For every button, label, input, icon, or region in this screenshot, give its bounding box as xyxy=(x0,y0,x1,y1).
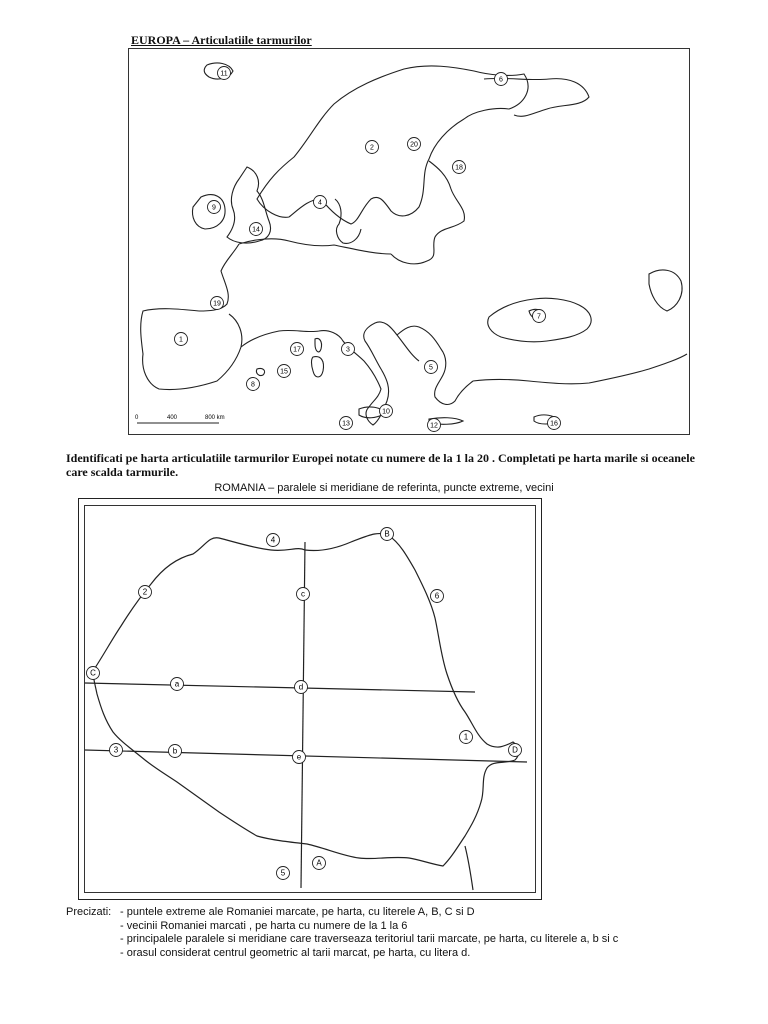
europe-marker-2 xyxy=(366,141,379,154)
instructions-lead: Precizati: xyxy=(66,906,112,918)
sardinia xyxy=(312,357,324,377)
scale-end: 800 km xyxy=(205,415,225,421)
romania-map-title: ROMANIA – paralele si meridiane de referinta, puncte extreme, vecini xyxy=(214,482,554,494)
neighbor-6-label: 6 xyxy=(434,591,440,601)
europe-marker-3-label: 3 xyxy=(346,346,350,354)
europe-marker-12 xyxy=(428,419,441,432)
parallel-b-label: b xyxy=(172,746,178,756)
europe-marker-5 xyxy=(425,361,438,374)
europe-marker-19-label: 19 xyxy=(213,300,221,308)
europe-marker-10-label: 10 xyxy=(382,408,390,416)
europe-marker-7 xyxy=(533,310,546,323)
europe-marker-14-label: 14 xyxy=(252,226,260,234)
romania-border xyxy=(93,534,519,866)
europe-marker-6 xyxy=(495,73,508,86)
caspian xyxy=(649,270,682,311)
europe-marker-9 xyxy=(208,201,221,214)
instruction-item: - principalele paralele si meridiane care traverseaza teritoriul tarii marcate, pe harta, cu literele a, b si c xyxy=(120,933,619,945)
extreme-point-A-label: A xyxy=(316,858,322,868)
europe-outline-map xyxy=(128,48,690,435)
romania-map-drawing xyxy=(85,506,535,892)
instructions xyxy=(66,906,726,960)
neighbor-4-label: 4 xyxy=(270,535,276,545)
europe-marker-1-label: 1 xyxy=(179,336,183,344)
europe-marker-9-label: 9 xyxy=(212,204,216,212)
europe-marker-13-label: 13 xyxy=(342,420,350,428)
center-d-label: d xyxy=(298,682,304,692)
europe-marker-8-label: 8 xyxy=(251,381,255,389)
baltic-coast xyxy=(391,161,464,264)
europe-marker-13 xyxy=(340,417,353,430)
europe-marker-7-label: 7 xyxy=(537,313,541,321)
europe-marker-18-label: 18 xyxy=(455,164,463,172)
scale-zero: 0 xyxy=(135,415,139,421)
intersection-e-label: e xyxy=(296,752,302,762)
parallel-a-label: a xyxy=(174,679,180,689)
parallel-a xyxy=(171,678,184,691)
corsica xyxy=(315,338,322,351)
europe-marker-6-label: 6 xyxy=(499,76,503,84)
europe-marker-20 xyxy=(408,138,421,151)
europe-marker-19 xyxy=(211,297,224,310)
center-d xyxy=(295,681,308,694)
neighbor-2-label: 2 xyxy=(142,587,148,597)
europe-marker-15 xyxy=(278,365,291,378)
parallel-b xyxy=(169,745,182,758)
europe-marker-17-label: 17 xyxy=(293,346,301,354)
instruction-item: - vecinii Romaniei marcati , pe harta cu numere de la 1 la 6 xyxy=(120,919,408,932)
meridian-c xyxy=(297,588,310,601)
europe-marker-4-label: 4 xyxy=(318,199,322,207)
extreme-point-C xyxy=(87,667,100,680)
neighbor-3 xyxy=(110,744,123,757)
anatolia xyxy=(473,354,687,384)
europe-marker-16-label: 16 xyxy=(550,420,558,428)
europe-marker-18 xyxy=(453,161,466,174)
europe-marker-3 xyxy=(342,343,355,356)
parallel-b-line xyxy=(85,750,527,762)
europe-marker-17 xyxy=(291,343,304,356)
neighbor-3-label: 3 xyxy=(113,745,119,755)
europe-question: Identificati pe harta articulatiile tarmurilor Europei notate cu numere de la 1 la 20 . Completati pe harta marile si oceanele care scalda tarmurile. xyxy=(66,451,695,479)
extreme-point-B xyxy=(381,528,394,541)
europe-marker-2-label: 2 xyxy=(370,144,374,152)
neighbor-2 xyxy=(139,586,152,599)
europe-marker-15-label: 15 xyxy=(280,368,288,376)
parallel-a-line xyxy=(85,683,475,692)
extreme-point-D xyxy=(509,744,522,757)
europe-marker-11-label: 11 xyxy=(220,70,228,78)
neighbor-6 xyxy=(431,590,444,603)
jutland xyxy=(335,199,361,243)
europe-marker-10 xyxy=(380,405,393,418)
europe-map-drawing xyxy=(129,49,689,434)
neighbor-4 xyxy=(267,534,280,547)
europe-marker-11 xyxy=(218,67,231,80)
extreme-point-D-label: D xyxy=(512,745,518,755)
scandinavia-coast xyxy=(257,66,528,224)
europe-map-title: EUROPA – Articulatiile tarmurilor xyxy=(131,33,312,47)
instruction-item: - puntele extreme ale Romaniei marcate, pe harta, cu literele A, B, C si D xyxy=(120,906,475,918)
neighbor-1-label: 1 xyxy=(463,732,469,742)
europe-marker-16 xyxy=(548,417,561,430)
intersection-e xyxy=(293,751,306,764)
europe-marker-5-label: 5 xyxy=(429,364,433,372)
instruction-item: - orasul considerat centrul geometric al tarii marcat, pe harta, cu litera d. xyxy=(120,946,471,959)
europe-marker-14 xyxy=(250,223,263,236)
europe-marker-12-label: 12 xyxy=(430,422,438,430)
neighbor-1 xyxy=(460,731,473,744)
neighbor-5-label: 5 xyxy=(280,868,286,878)
iberia xyxy=(141,309,242,390)
extreme-point-A xyxy=(313,857,326,870)
europe-marker-1 xyxy=(175,333,188,346)
romania-outline-map xyxy=(84,505,536,893)
great-britain xyxy=(227,167,271,243)
europe-marker-4 xyxy=(314,196,327,209)
danube-line xyxy=(465,846,473,890)
scale-mid: 400 xyxy=(167,415,178,421)
europe-marker-8 xyxy=(247,378,260,391)
balearic xyxy=(256,368,264,375)
neighbor-5 xyxy=(277,867,290,880)
continent-north xyxy=(239,239,391,254)
extreme-point-B-label: B xyxy=(384,529,390,539)
ireland xyxy=(193,195,226,229)
europe-marker-20-label: 20 xyxy=(410,141,418,149)
meridian-c-label: c xyxy=(301,589,305,599)
extreme-point-C-label: C xyxy=(90,668,96,678)
